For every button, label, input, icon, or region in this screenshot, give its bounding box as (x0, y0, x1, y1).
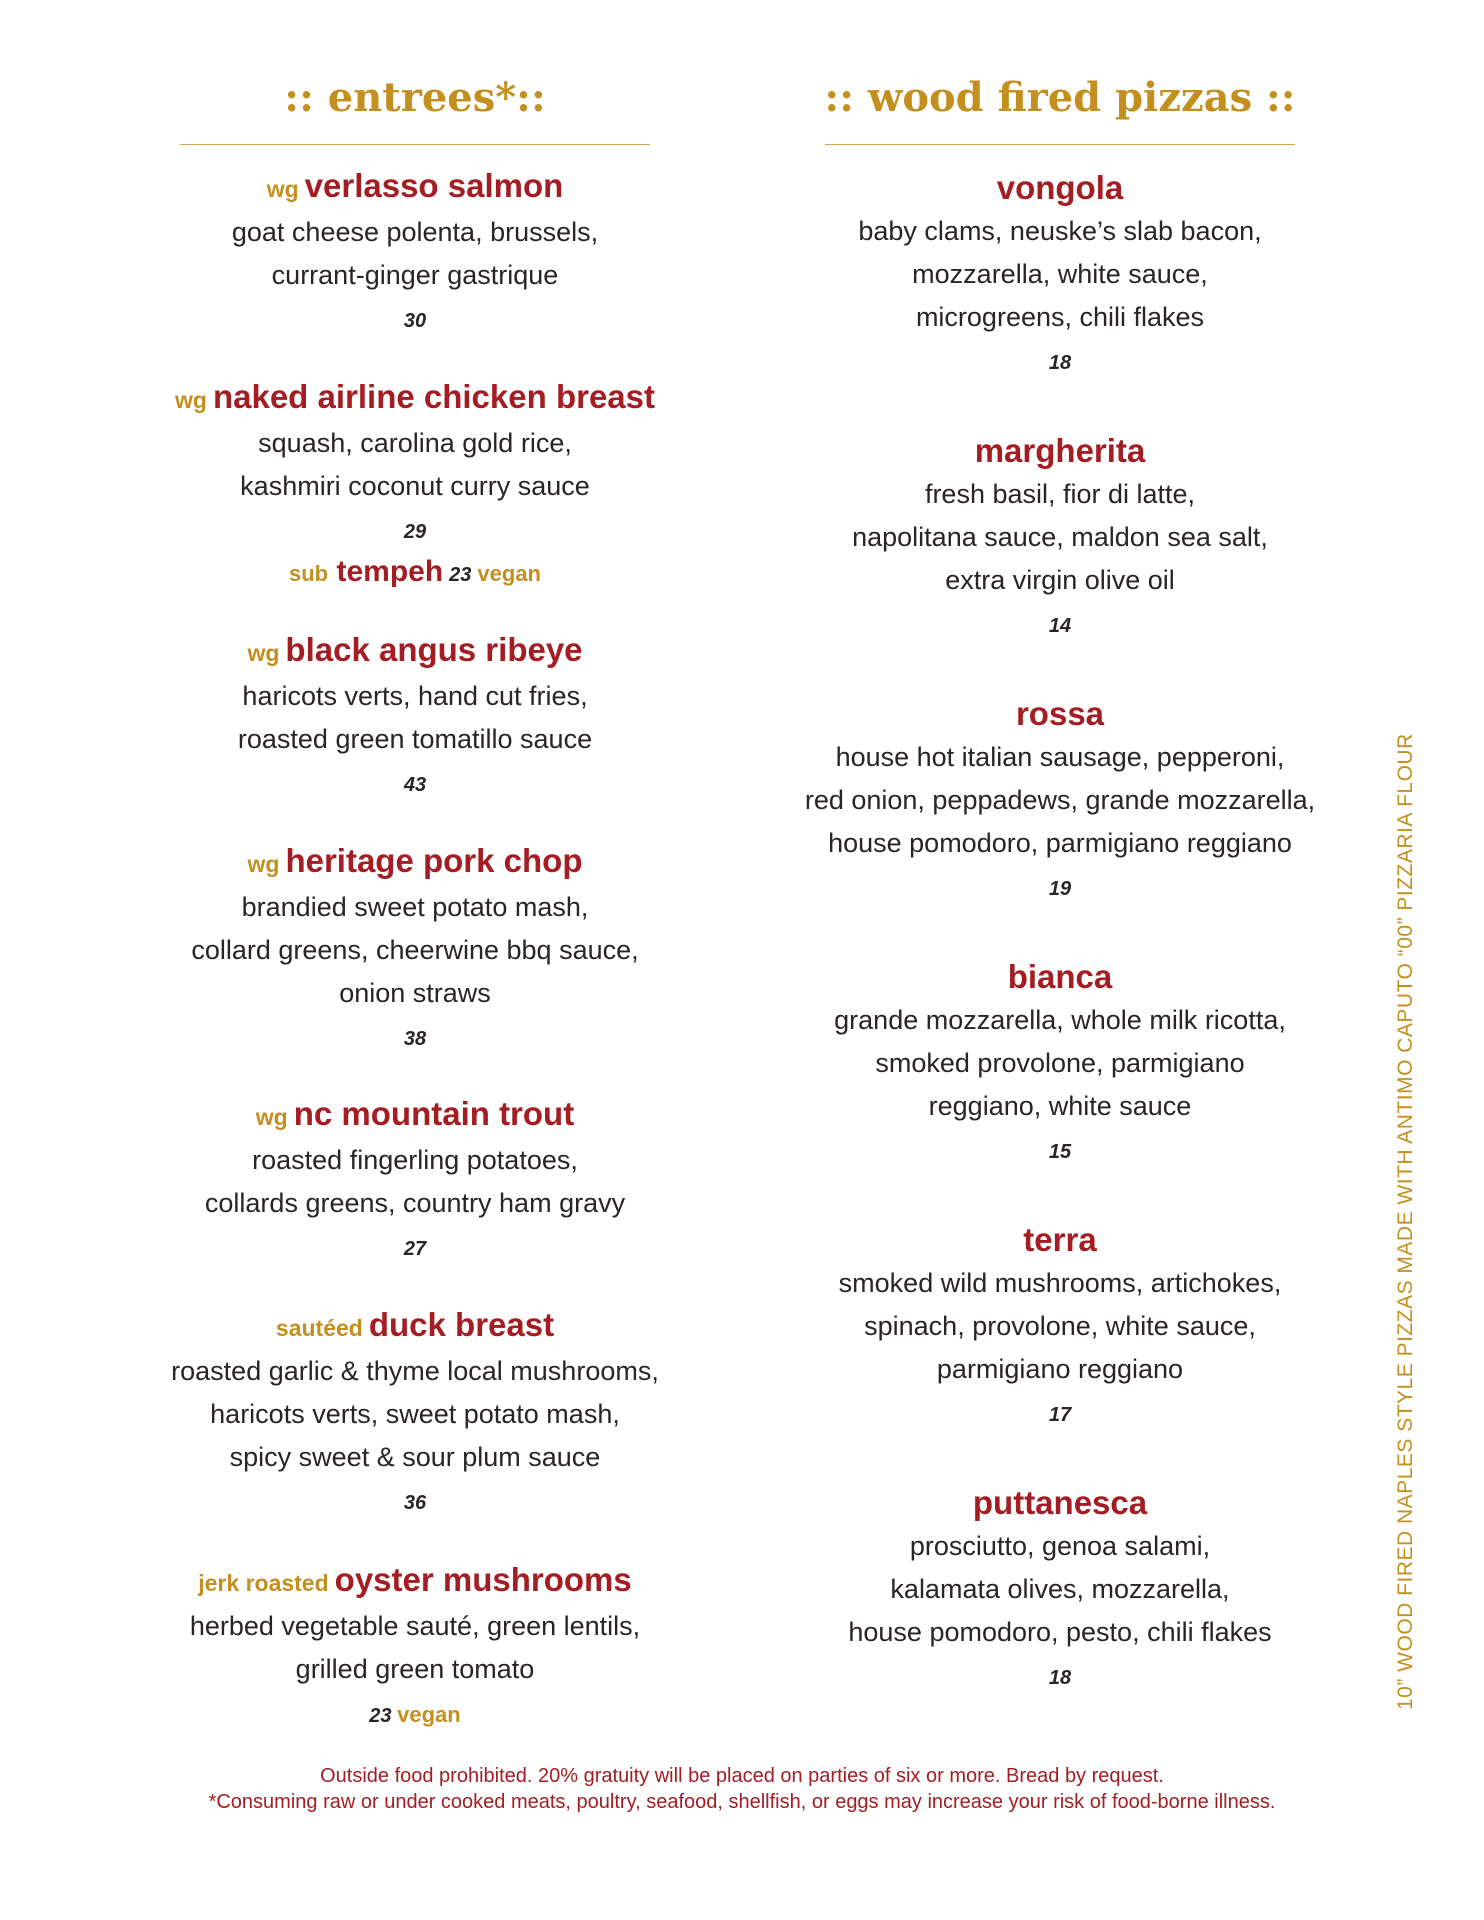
footer-disclaimer (0, 1763, 1484, 1815)
entrees-section (140, 70, 690, 1727)
menu-item (140, 1303, 690, 1517)
pizzas-section (770, 70, 1350, 1689)
sub-label: sub (289, 561, 329, 586)
item-price: 27 (403, 1238, 427, 1260)
item-price: 18 (1048, 352, 1072, 374)
item-description: haricots verts, hand cut fries, roasted green tomatillo sauce (237, 681, 593, 754)
item-price: 18 (1048, 1667, 1072, 1689)
item-price: 14 (1048, 615, 1072, 637)
item-description: goat cheese polenta, brussels, currant-ginger gastrique (231, 217, 599, 290)
item-description: baby clams, neuske’s slab bacon, mozzarella, white sauce, microgreens, chili flakes (858, 216, 1262, 332)
item-name: duck breast (368, 1306, 555, 1343)
item-description: herbed vegetable sauté, green lentils, grilled green tomato (189, 1611, 641, 1684)
menu-item (140, 628, 690, 799)
menu-item (770, 955, 1350, 1166)
menu-item (140, 839, 690, 1053)
vegan-tag: vegan (397, 1702, 461, 1727)
item-price: 17 (1048, 1404, 1072, 1426)
item-prefix: wg (255, 1104, 288, 1130)
item-name: terra (1023, 1221, 1097, 1258)
item-description: house hot italian sausage, pepperoni, red onion, peppadews, grande mozzarella, house pomodoro, parmigiano reggiano (804, 742, 1316, 858)
item-description: fresh basil, fior di latte, napolitana sauce, maldon sea salt, extra virgin olive oil (852, 479, 1268, 595)
item-price: 38 (403, 1028, 427, 1050)
sub-price: 23 (449, 564, 472, 586)
item-name: margherita (974, 432, 1146, 469)
item-description: smoked wild mushrooms, artichokes, spinach, provolone, white sauce, parmigiano reggiano (838, 1268, 1282, 1384)
menu-item (140, 1558, 690, 1730)
pizzas-title-rule (825, 144, 1295, 145)
item-name: puttanesca (972, 1484, 1148, 1521)
item-name: naked airline chicken breast (212, 378, 655, 415)
item-description: prosciutto, genoa salami, kalamata olives, mozzarella, house pomodoro, pesto, chili flakes (848, 1531, 1272, 1647)
item-price: 36 (403, 1492, 427, 1514)
item-name: vongola (996, 169, 1124, 206)
menu-item (770, 692, 1350, 903)
item-description: grande mozzarella, whole milk ricotta, smoked provolone, parmigiano reggiano, white sauce (834, 1005, 1286, 1121)
entrees-title: :: entrees*:: (284, 74, 546, 121)
vegan-tag: vegan (477, 561, 541, 586)
item-price: 15 (1048, 1141, 1072, 1163)
item-prefix: wg (247, 851, 280, 877)
item-name: verlasso salmon (304, 167, 564, 204)
footer-line-warning: *Consuming raw or under cooked meats, poultry, seafood, shellfish, or eggs may increase your risk of food-borne illness. (208, 1791, 1276, 1813)
menu-item (770, 429, 1350, 640)
item-name: rossa (1015, 695, 1105, 732)
item-name: bianca (1007, 958, 1113, 995)
menu-item (770, 1481, 1350, 1692)
substitution-option (140, 552, 690, 595)
item-description: squash, carolina gold rice, kashmiri coconut curry sauce (240, 428, 590, 501)
item-prefix: wg (247, 640, 280, 666)
item-name: black angus ribeye (285, 631, 583, 668)
item-price: 19 (1048, 878, 1072, 900)
item-description: roasted fingerling potatoes, collards greens, country ham gravy (204, 1145, 626, 1218)
item-prefix: sautéed (275, 1315, 363, 1341)
sub-name: tempeh (336, 555, 444, 588)
item-price: 23 vegan (369, 1702, 461, 1727)
menu-item (140, 1092, 690, 1263)
pizzas-title: :: wood fired pizzas :: (824, 74, 1296, 121)
item-name: nc mountain trout (293, 1095, 575, 1132)
item-name: oyster mushrooms (334, 1561, 632, 1598)
pizza-flour-note: 10” WOOD FIRED NAPLES STYLE PIZZAS MADE WITH ANTIMO CAPUTO “00” PIZZARIA FLOUR (1394, 733, 1417, 1710)
menu-item (770, 1218, 1350, 1429)
item-prefix: wg (175, 387, 207, 413)
item-price: 29 (403, 521, 427, 543)
entrees-title-rule (180, 144, 650, 145)
item-prefix: jerk roasted (198, 1570, 329, 1596)
item-price: 43 (403, 774, 427, 796)
item-description: roasted garlic & thyme local mushrooms, haricots verts, sweet potato mash, spicy sweet & sour plum sauce (171, 1356, 659, 1472)
item-price: 30 (403, 310, 427, 332)
menu-item (140, 164, 690, 335)
item-description: brandied sweet potato mash, collard greens, cheerwine bbq sauce, onion straws (191, 892, 639, 1008)
menu-item (140, 375, 690, 595)
item-name: heritage pork chop (285, 842, 583, 879)
item-prefix: wg (266, 176, 299, 202)
menu-item (770, 166, 1350, 377)
footer-line-policy: Outside food prohibited. 20% gratuity will be placed on parties of six or more. Bread by request. (320, 1765, 1164, 1787)
